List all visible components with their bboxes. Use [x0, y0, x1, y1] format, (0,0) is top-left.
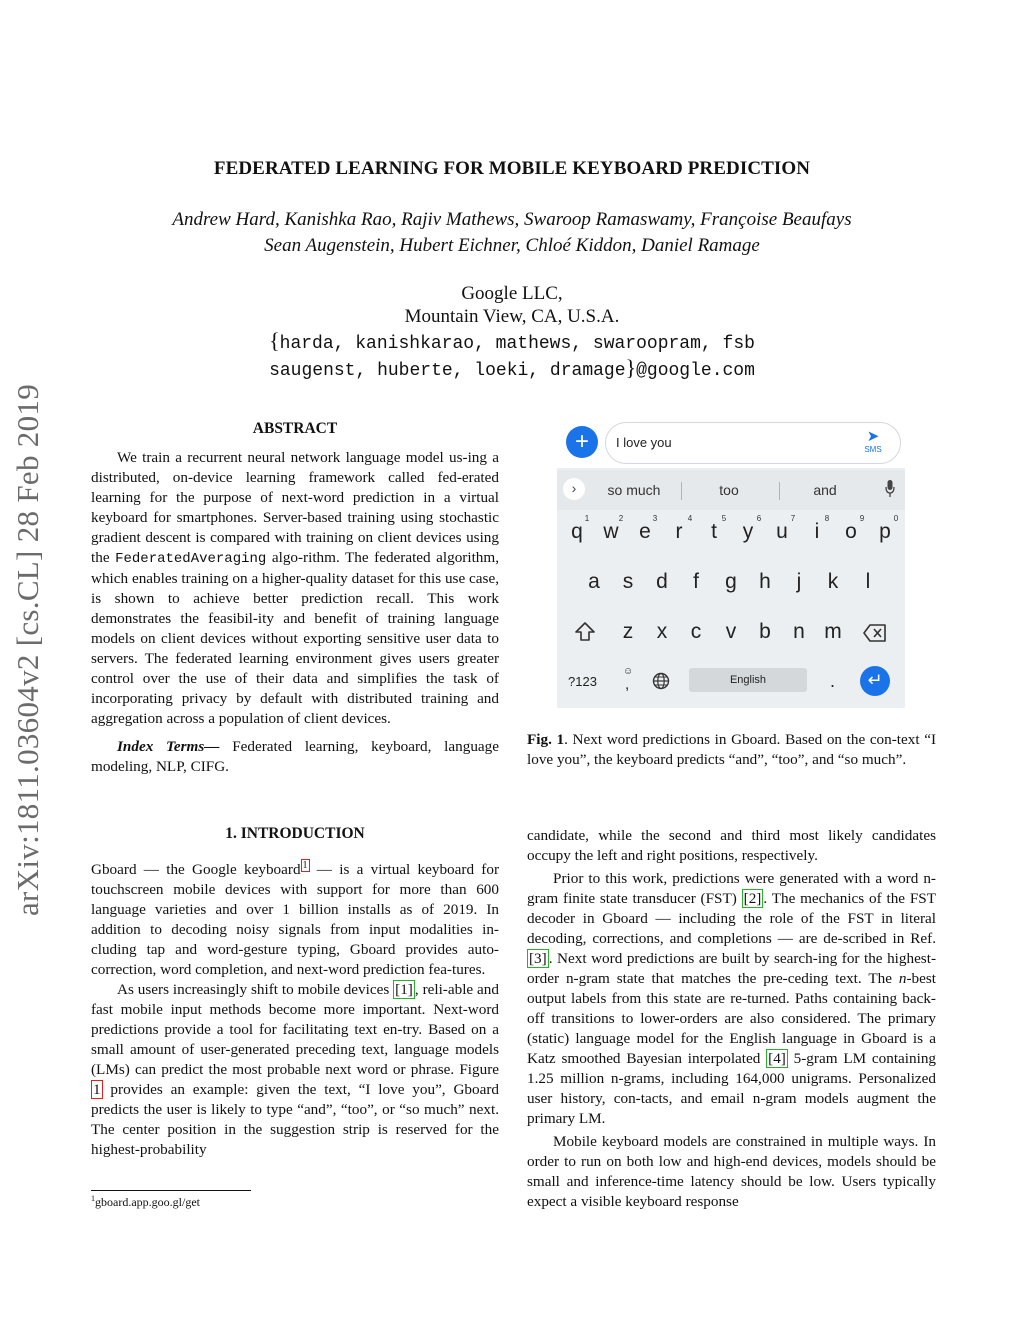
- key-o[interactable]: o: [845, 520, 857, 543]
- globe-icon[interactable]: [652, 672, 670, 690]
- key-h[interactable]: h: [759, 570, 771, 593]
- key-number-hint: 6: [756, 514, 762, 523]
- federated-averaging-code: FederatedAveraging: [115, 551, 267, 567]
- shift-icon[interactable]: [574, 621, 596, 643]
- right-column-text: [527, 826, 936, 1212]
- key-d[interactable]: d: [656, 570, 668, 593]
- right-paragraph-2: Prior to this work, predictions were generated with a word n-gram finite state transducer (FST) [2] . The mechanics of the FST decoder in Gboard — including the role of the FST in literal decoding, corrections, and completions — are de-scribed in Ref. [3] . Next word predictions are built by search-ing for the highest-order n-gram state that matches the pre-ceding text. The n-best output labels from this state are re-turned. Paths containing back-off transitions to lower-orders are also considered. The primary (static) language model for the English language in Gboard is a Katz smoothed Bayesian interpolated [4] 5-gram LM containing 1.25 million n-grams, including 164,000 unigrams. Personalized user history, con-tacts, and email n-gram models augment the primary LM.: [527, 870, 937, 1127]
- emails-line-2: saugenst, huberte, loeki, dramage: [269, 361, 626, 381]
- affiliation: Google LLC,: [461, 283, 563, 304]
- introduction-heading: 1. INTRODUCTION: [225, 825, 365, 842]
- email-domain: @google.com: [636, 361, 755, 381]
- footnote: $^1$gboard.app.goo.gl/get: [91, 1194, 200, 1209]
- key-number-hint: 8: [824, 514, 830, 523]
- caption-label: Fig. 1: [527, 731, 565, 748]
- figure-link-1[interactable]: 1: [93, 1081, 101, 1098]
- key-c[interactable]: c: [690, 620, 702, 643]
- gboard-keyboard-figure: [557, 418, 905, 708]
- caption-text: . Next word predictions in Gboard. Based on the con-text “I love you”, the keyboard predicts “and”, “too”, and “so much”.: [527, 731, 937, 768]
- message-input[interactable]: [605, 422, 901, 464]
- enter-icon[interactable]: ↵: [860, 666, 890, 696]
- key-number-hint: 2: [618, 514, 624, 523]
- key-w[interactable]: w: [603, 520, 619, 543]
- suggestion-divider: [681, 482, 682, 500]
- key-g[interactable]: g: [725, 570, 737, 593]
- footnote-link[interactable]: 1: [302, 859, 308, 871]
- suggestion-divider: [779, 482, 780, 500]
- figure-caption: [527, 730, 936, 770]
- suggestion-right[interactable]: and: [813, 482, 837, 498]
- send-button[interactable]: [860, 429, 886, 455]
- key-t[interactable]: t: [711, 520, 717, 543]
- key-y[interactable]: y: [742, 520, 754, 543]
- comma-key[interactable]: ,: [625, 676, 630, 693]
- key-f[interactable]: f: [693, 570, 699, 593]
- author-list: [0, 207, 1024, 259]
- key-number-hint: 4: [687, 514, 693, 523]
- key-p[interactable]: p: [879, 520, 891, 543]
- key-e[interactable]: e: [639, 520, 651, 543]
- key-j[interactable]: j: [796, 570, 802, 593]
- abstract-text: We train a recurrent neural network language model us-ing a distributed, on-device learning framework called fed-erated learning for the purpose of next-word prediction in a virtual keyboard for smartphones. Server-based training using stochastic gradient descent is compared with training on client devices using the FederatedAveraging algo-rithm. The federated algorithm, which enables training on a higher-quality dataset for this use case, is shown to achieve better prediction recall. This work demonstrates the feasibil-ity and benefit of training language models on client devices without exporting sensitive user data to servers. The federated learning environment gives users greater control over the use of their data and simplifies the task of incorporating privacy by default with distributed training and aggregation across a population of client devices.: [91, 449, 500, 727]
- intro-paragraph-2: As users increasingly shift to mobile devices [1] , reli-able and fast mobile input methods become more important. Next-word predictions provide a tool for facilitating text en-try. Based on a small amount of user-generated preceding text, language models (LMs) can predict the most probable next word or phrase. Figure 1 provides an example: given the text, “I love you”, Gboard predicts the user is likely to type “and”, “too”, or “so much” next. The center position in the suggestion strip is reserved for the highest-probability: [91, 981, 499, 1158]
- abstract-section: [91, 419, 499, 777]
- citation-link-4[interactable]: [4]: [768, 1050, 786, 1067]
- introduction-section: [91, 824, 499, 1160]
- chevron-right-icon[interactable]: ›: [563, 478, 585, 500]
- key-number-hint: 7: [790, 514, 796, 523]
- key-n[interactable]: n: [793, 620, 805, 643]
- key-number-hint: 0: [893, 514, 899, 523]
- key-q[interactable]: q: [571, 520, 583, 543]
- key-r[interactable]: r: [675, 520, 683, 543]
- citation-link-1[interactable]: [1]: [395, 981, 413, 998]
- abstract-heading: ABSTRACT: [252, 420, 338, 437]
- emoji-icon[interactable]: ☺: [623, 666, 634, 677]
- location: Mountain View, CA, U.S.A.: [404, 306, 620, 327]
- right-paragraph-3: Mobile keyboard models are constrained in multiple ways. In order to run on both low and high-end devices, models should be small and inference-time latency should be low. Users typically expect a visible keyboard response: [527, 1133, 936, 1210]
- suggestion-strip: [557, 470, 905, 510]
- symbols-key[interactable]: ?123: [568, 674, 597, 689]
- affiliation-block: [0, 282, 1024, 328]
- key-z[interactable]: z: [622, 620, 634, 643]
- key-number-hint: 5: [721, 514, 727, 523]
- key-x[interactable]: x: [656, 620, 668, 643]
- footnote-url[interactable]: gboard.app.goo.gl/get: [95, 1195, 200, 1209]
- right-paragraph-1: candidate, while the second and third most likely candidates occupy the left and right positions, respectively.: [527, 827, 936, 864]
- space-bar[interactable]: English: [689, 668, 807, 692]
- add-button[interactable]: +: [566, 426, 598, 458]
- intro-paragraph-1: Gboard — the Google keyboard $^1$ — is a virtual keyboard for touchscreen mobile devices with support for more than 600 language varieties and over 1 billion installs as of 2019. In addition to decoding noisy signals from input modalities in-cluding tap and word-gesture typing, Gboard provides auto-correction, word completion, and next-word prediction fea-tures.: [91, 859, 500, 978]
- message-text: I love you: [616, 435, 672, 450]
- key-number-hint: 3: [652, 514, 658, 523]
- email-block: {harda, kanishkarao, mathews, swaroopram, fsb saugenst, huberte, loeki, dramage}@google.com: [269, 328, 755, 381]
- emails-line-1: harda, kanishkarao, mathews, swaroopram, fsb: [279, 334, 755, 354]
- microphone-icon[interactable]: [885, 480, 895, 498]
- citation-link-3[interactable]: [3]: [529, 950, 547, 967]
- key-number-hint: 9: [859, 514, 865, 523]
- key-i[interactable]: i: [814, 520, 820, 543]
- key-a[interactable]: a: [588, 570, 600, 593]
- key-u[interactable]: u: [776, 520, 788, 543]
- citation-link-2[interactable]: [2]: [743, 890, 762, 907]
- authors-line-1: Andrew Hard, Kanishka Rao, Rajiv Mathews, Swaroop Ramaswamy, Françoise Beaufays: [172, 209, 852, 230]
- key-s[interactable]: s: [622, 570, 634, 593]
- key-l[interactable]: l: [865, 570, 871, 593]
- authors-line-2: Sean Augenstein, Hubert Eichner, Chloé Kiddon, Daniel Ramage: [264, 235, 760, 256]
- send-label: SMS: [864, 445, 882, 454]
- key-v[interactable]: v: [725, 620, 737, 643]
- footnote-rule: [91, 1190, 251, 1191]
- key-b[interactable]: b: [759, 620, 771, 643]
- index-terms: Index Terms— Federated learning, keyboard, language modeling, NLP, CIFG.: [91, 738, 500, 775]
- period-key[interactable]: .: [830, 671, 836, 691]
- key-m[interactable]: m: [824, 620, 842, 643]
- suggestion-center[interactable]: too: [719, 482, 739, 498]
- key-k[interactable]: k: [827, 570, 839, 593]
- backspace-icon[interactable]: [863, 624, 887, 642]
- compose-bar: [557, 418, 905, 468]
- key-number-hint: 1: [584, 514, 590, 523]
- send-icon: ➤: [866, 428, 880, 445]
- suggestion-left[interactable]: so much: [607, 482, 661, 498]
- arxiv-identifier: arXiv:1811.03604v2 [cs.CL] 28 Feb 2019: [10, 383, 45, 917]
- paper-title: FEDERATED LEARNING FOR MOBILE KEYBOARD PREDICTION: [213, 158, 811, 179]
